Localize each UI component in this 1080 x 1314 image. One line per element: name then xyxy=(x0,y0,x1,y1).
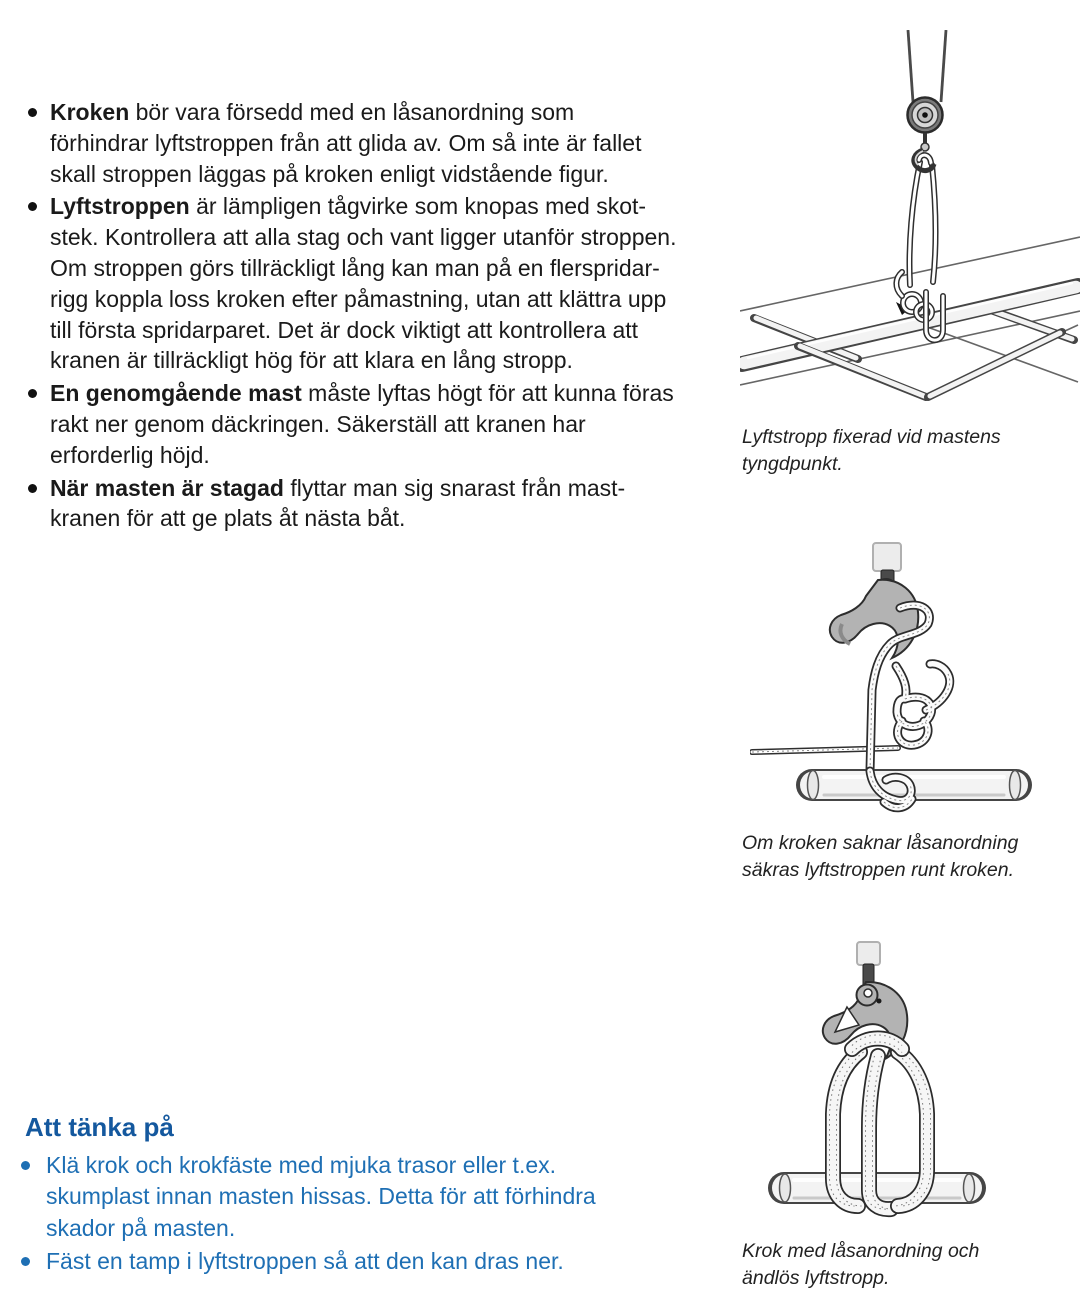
main-bullet-list xyxy=(28,97,728,534)
hook-secured-rope-illustration xyxy=(750,538,1070,820)
bullet-text: Fäst en tamp i lyftstroppen så att den kan dras ner. xyxy=(46,1248,564,1275)
safety-hook-endless-strap-illustration xyxy=(748,938,1068,1218)
list-item xyxy=(20,1150,720,1244)
figure-caption: Lyftstropp fixerad vid mastens tyngdpunkt. xyxy=(742,426,1001,475)
bullet-text: flyttar man sig snarast från mast- xyxy=(283,474,626,501)
bullet-marker xyxy=(28,389,37,398)
bullet-text: till första spridarparet. Det är dock viktigt att kontrollera att xyxy=(50,316,639,343)
bullet-text: Klä krok och krokfäste med mjuka trasor eller t.ex. xyxy=(46,1152,557,1178)
list-item xyxy=(28,97,728,189)
bullet-marker xyxy=(28,108,37,117)
bullet-text: rakt ner genom däckringen. Säkerställ att kranen har xyxy=(50,410,586,437)
bullet-lead: Kroken xyxy=(50,99,130,125)
crane-pulley-mast-illustration xyxy=(740,30,1080,412)
bullet-text: rigg koppla loss kroken efter påmastning, utan att klättra upp xyxy=(50,285,667,312)
figure-caption: Krok med låsanordning och ändlös lyftstropp. xyxy=(742,1240,980,1289)
bullet-marker xyxy=(28,484,37,493)
bullet-lead: När masten är stagad xyxy=(50,474,284,501)
bullet-text: bör vara försedd med en låsanordning som xyxy=(129,99,575,125)
bullet-text: är lämpligen tågvirke som knopas med skot- xyxy=(189,193,647,220)
figure-caption: Om kroken saknar låsanordning säkras lyftstroppen runt kroken. xyxy=(742,832,1019,881)
section-heading: Att tänka på xyxy=(25,1112,174,1142)
hook-icon xyxy=(830,579,918,658)
bullet-text: erforderlig höjd. xyxy=(50,441,210,468)
bullet-text: kranen är tillräckligt hög för att klara en lång stropp. xyxy=(50,347,573,374)
bullet-lead: En genomgående mast xyxy=(50,380,302,407)
bullet-text: stek. Kontrollera att alla stag och vant ligger utanför stroppen. xyxy=(50,224,677,251)
list-item xyxy=(28,191,728,376)
bullet-text: skador på masten. xyxy=(46,1214,236,1241)
att-tanka-pa-section xyxy=(20,1110,720,1278)
bullet-marker xyxy=(21,1161,30,1170)
bullet-text: skall stroppen läggas på kroken enligt vidstående figur. xyxy=(50,160,609,187)
list-item xyxy=(28,473,728,535)
bullet-text: måste lyftas högt för att kunna föras xyxy=(301,380,674,407)
bullet-marker xyxy=(21,1257,30,1266)
bullet-text: Om stroppen görs tillräckligt lång kan man på en flerspridar- xyxy=(50,254,660,281)
list-item xyxy=(28,378,728,470)
bullet-text: förhindrar lyftstroppen från att glida av. Om så inte är fallet xyxy=(50,129,642,156)
list-item xyxy=(20,1246,720,1277)
bullet-text: kranen för att ge plats åt nästa båt. xyxy=(50,505,406,532)
bullet-lead: Lyftstroppen xyxy=(50,193,190,220)
bullet-text: skumplast innan masten hissas. Detta för att förhindra xyxy=(46,1183,596,1210)
bullet-marker xyxy=(28,202,37,211)
crane-pulley-icon xyxy=(908,30,947,171)
